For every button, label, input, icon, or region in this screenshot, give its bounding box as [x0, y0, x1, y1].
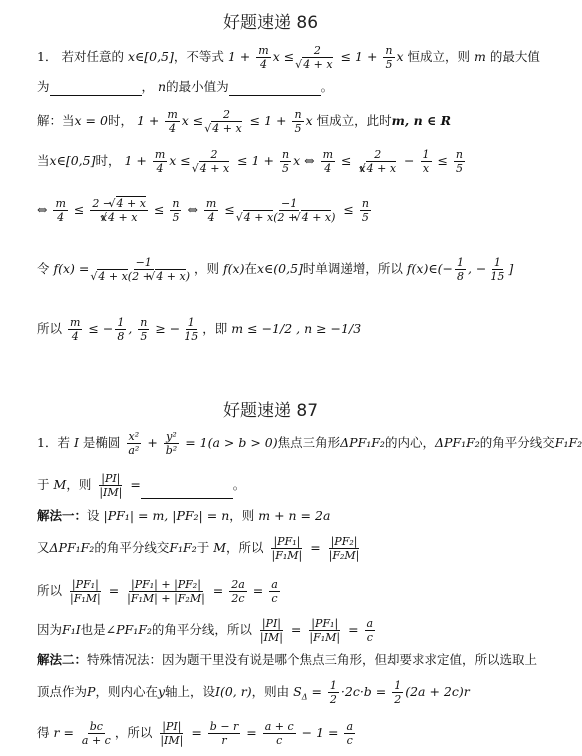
sol86-line-4: 令 f(x) = −1 √ 4 + x(2 + √ 4 + x) ，则 f(x)在x∈(0,5]时单调递增，所以 f(x)∈(− $\frac{1}{8}$ , − $\frac{1}{15}$ ]	[37, 256, 507, 283]
m1-line-3: 所以 $\frac{\text{|PF₁|}}{\text{|F₁M|}}$ = $\frac{\text{|PF₁| + |PF₂|}}{\text{|F₁M| + |F₂M|}}$ = $\frac{2a}{2c}$ = $\frac{a}{c}$	[37, 578, 278, 605]
final-result: m ≤ −1/2 , n ≥ −1/3	[231, 321, 362, 336]
section-87-title: 好题速递 87	[222, 401, 319, 421]
fx-range: f(x)∈(− $\frac{1}{8}$ , − $\frac{1}{15}$ ]	[406, 256, 514, 283]
sol3-formula: ⇔ $\frac{m}{4}$ ≤ $\frac{2 - √ 4 + x}{x√ 4 + x}$ ≤ $\frac{n}{5}$ ⇔ $\frac{m}{4}$ ≤ −1 √ 4 + x(2 + √ 4 + x) ≤ $\frac{n}{5}$	[37, 202, 373, 217]
sol1-formula: 1 + $\frac{m}{4}$ x ≤ 2 √ 4 + x ≤ 1 + $\frac{n}{5}$ x	[137, 113, 313, 128]
sol86-line-3	[37, 197, 507, 224]
fx-definition: f(x) = −1 √ 4 + x(2 + √ 4 + x)	[54, 261, 195, 276]
answer-blank-n[interactable]	[229, 83, 321, 96]
q86-line-1: 1． 若对任意的 x∈[0,5]，不等式 1 + $\frac{m}{4}$ x ≤ 2 √ 4 + x ≤ 1 + $\frac{n}{5}$ x 恒成立，则 m 的最大值	[37, 44, 507, 71]
m2-line-3: 得 r = $\frac{bc}{a + c}$ ，所以 $\frac{|PI|}{|IM|}$ = $\frac{b - r}{r}$ = $\frac{a + c}{c}$ − 1 = $\frac{a}{c}$	[37, 720, 354, 747]
m2-line-2: 顶点作为P，则内心在y轴上，设I(0, r)，则由 $S_\Delta$ = $\frac{1}{2}$ ·2c·b = $\frac{1}{2}$ (2a + 2c)r	[37, 679, 470, 706]
sol86-line-5: 所以 $\frac{m}{4}$ ≤ − $\frac{1}{8}$ , $\frac{n}{5}$ ≥ − $\frac{1}{15}$ ，即 m ≤ −1/2 , n ≥ −1/3	[37, 316, 362, 343]
answer-blank-m[interactable]	[50, 83, 142, 96]
q87-line-1: 1．若 I 是椭圆 $\frac{\text{x²}}{\text{a²}}$ + $\frac{\text{y²}}{\text{b²}}$ = 1(a > b > 0)焦点三角形ΔPF₁F₂的内心，ΔPF₁F₂的角平分线交F₁F₂	[37, 430, 582, 457]
sol2-formula: 1 + $\frac{m}{4}$ x ≤ 2 √ 4 + x ≤ 1 + $\frac{n}{5}$ x ⇔ $\frac{m}{4}$ ≤ $\frac{2}{x√ 4 + x}$ − $\frac{1}{x}$ ≤ $\frac{n}{5}$	[124, 153, 467, 168]
sol86-line-2: 当x∈[0,5]时， 1 + $\frac{m}{4}$ x ≤ 2 √ 4 + x ≤ 1 + $\frac{n}{5}$ x ⇔ $\frac{m}{4}$ ≤ $\frac{2}{x√ 4 + x}$ − $\frac{1}{x}$ ≤ $\frac{n}{5}$	[37, 148, 507, 175]
m1-line-1: 解法一：设 |PF₁| = m, |PF₂| = n，则 m + n = 2a	[37, 508, 331, 523]
q86-line-2: 为 ， n的最小值为 。	[37, 79, 334, 94]
m2-line-1: 解法二：特殊情况法：因为题干里没有说是哪个焦点三角形，但却要求求定值，所以选取上	[37, 652, 538, 667]
inequality-formula: 1 + $\frac{m}{4}$ x ≤ 2 √ 4 + x ≤ 1 + $\frac{n}{5}$ x	[228, 49, 404, 64]
m1-line-2: 又ΔPF₁F₂的角平分线交F₁F₂于 M，所以 $\frac{\text{|PF₁|}}{\text{|F₁M|}}$ = $\frac{\text{|PF₂|}}{\text{|F₂M|}}$	[37, 535, 360, 562]
ratio-formula: $\frac{|PI|}{|IM|}$ =	[99, 472, 141, 499]
ellipse-equation: $\frac{\text{x²}}{\text{a²}}$ + $\frac{\text{y²}}{\text{b²}}$ = 1	[128, 430, 208, 457]
answer-blank-ratio[interactable]	[141, 486, 233, 499]
section-86-title: 好题速递 86	[222, 13, 319, 33]
q87-line-2: 于 M，则 $\frac{|PI|}{|IM|}$ = 。	[37, 472, 246, 499]
sol86-line-1: 解：当x = 0时， 1 + $\frac{m}{4}$ x ≤ 2 √ 4 + x ≤ 1 + $\frac{n}{5}$ x 恒成立，此时m, n ∈ R	[37, 108, 507, 135]
m1-line-4: 因为F₁I也是∠PF₁F₂的角平分线，所以 $\frac{|PI|}{|IM|}$ = $\frac{\text{|PF₁|}}{\text{|F₁M|}}$ = $\frac{a}{c}$	[37, 617, 374, 644]
sol5-formula: $\frac{m}{4}$ ≤ − $\frac{1}{8}$ , $\frac{n}{5}$ ≥ − $\frac{1}{15}$	[70, 316, 199, 343]
